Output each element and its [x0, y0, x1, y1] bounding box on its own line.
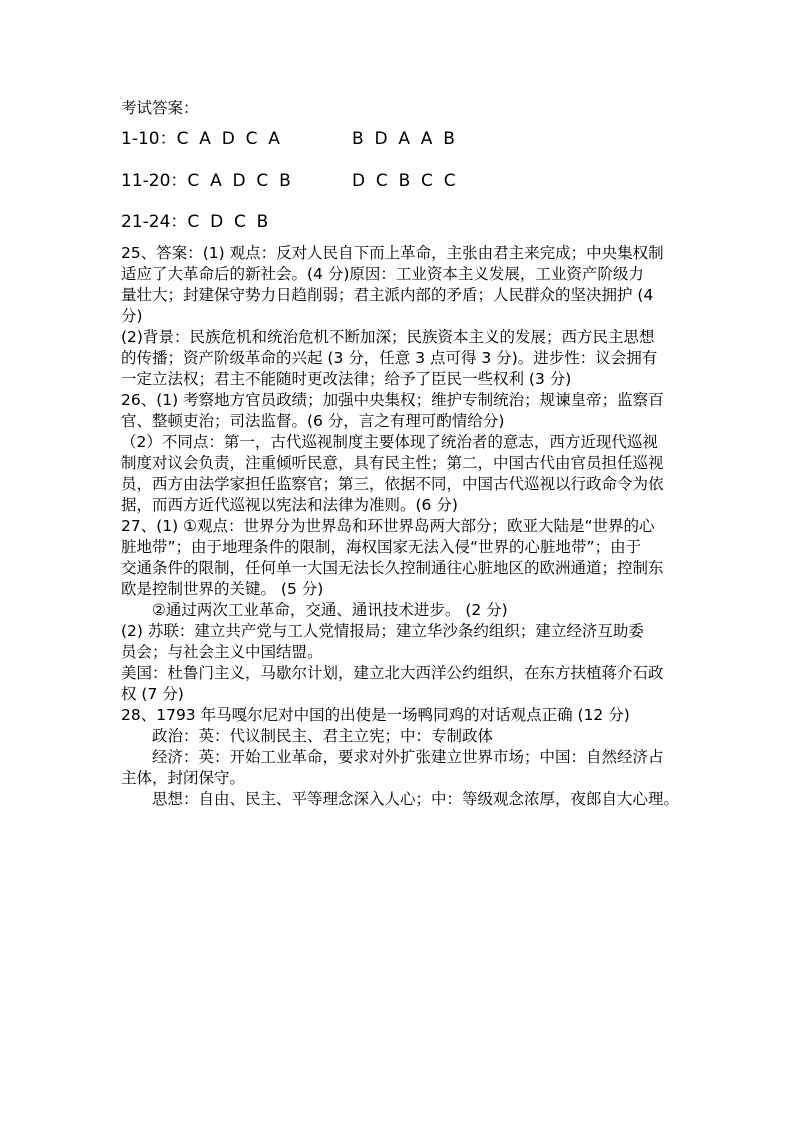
answer-line: 欧是控制世界的关键。 (5 分)	[121, 580, 324, 598]
answer-line: 27、(1) ①观点：世界分为世界岛和环世界岛两大部分；欧亚大陆是“世界的心	[121, 517, 655, 535]
answer-line: 分)	[121, 307, 143, 325]
mc-answers-a: C D C B	[187, 212, 269, 232]
answer-line: 主体，封闭保守。	[121, 769, 246, 787]
answer-line: 适应了大革命后的新社会。(4 分)原因：工业资本主义发展，工业资产阶级力	[121, 265, 644, 283]
answer-line: 经济：英：开始工业革命，要求对外扩张建立世界市场；中国：自然经济占	[152, 748, 664, 766]
mc-row-1	[121, 129, 455, 149]
answer-line: 美国：杜鲁门主义，马歇尔计划，建立北大西洋公约组织，在东方扶植蒋介石政	[121, 664, 664, 682]
answer-line: （2）不同点：第一，古代巡视制度主要体现了统治者的意志，西方近现代巡视	[121, 433, 658, 451]
answer-line: 思想：自由、民主、平等理念深入人心；中：等级观念浓厚，夜郎自大心理。	[152, 790, 680, 808]
mc-range: 1-10：	[121, 129, 177, 149]
answer-line: 员，西方由法学家担任监察官；第三，依据不同，中国古代巡视以行政命令为依	[121, 475, 664, 493]
mc-row-2	[121, 171, 456, 191]
answer-line: 的传播；资产阶级革命的兴起 (3 分，任意 3 点可得 3 分)。进步性：议会拥有	[121, 349, 658, 367]
answer-line: ②通过两次工业革命，交通、通讯技术进步。 (2 分)	[152, 601, 508, 619]
mc-range: 21-24：	[121, 212, 188, 232]
mc-range: 11-20：	[121, 171, 188, 191]
answer-line: 28、1793 年马嘎尔尼对中国的出使是一场鸭同鸡的对话观点正确 (12 分)	[121, 706, 630, 724]
answer-line: (2) 苏联：建立共产党与工人党情报局；建立华沙条约组织；建立经济互助委	[121, 622, 644, 640]
answer-line: 员会；与社会主义中国结盟。	[121, 643, 323, 661]
answer-line: 脏地带”；由于地理条件的限制，海权国家无法入侵“世界的心脏地带”；由于	[121, 538, 642, 556]
mc-row-3	[121, 212, 268, 232]
answer-line: 26、(1) 考察地方官员政绩；加强中央集权；维护专制统治；规谏皇帝；监察百	[121, 391, 664, 409]
mc-answers-a: C A D C A	[176, 129, 280, 149]
answer-line: 官、整顿吏治；司法监督。(6 分，言之有理可酌情给分)	[121, 412, 505, 430]
answer-line: 量壮大；封建保守势力日趋削弱；君主派内部的矛盾；人民群众的坚决拥护 (4	[121, 286, 654, 304]
mc-answers-b: B D A A B	[352, 129, 455, 149]
answer-line: 交通条件的限制，任何单一大国无法长久控制通往心脏地区的欧洲通道；控制东	[121, 559, 664, 577]
answer-line: 权 (7 分)	[121, 685, 184, 703]
mc-answers-b: D C B C C	[352, 171, 456, 191]
answer-line: 据，而西方近代巡视以宪法和法律为准则。(6 分)	[121, 496, 458, 514]
answer-line: 制度对议会负责，注重倾听民意，具有民主性；第二，中国古代由官员担任巡视	[121, 454, 664, 472]
answer-line: (2)背景：民族危机和统治危机不断加深；民族资本主义的发展；西方民主思想	[121, 328, 655, 346]
answer-line: 25、答案：(1) 观点：反对人民自下而上革命，主张由君主来完成；中央集权制	[121, 244, 664, 262]
mc-answers-a: C A D C B	[187, 171, 291, 191]
answer-line: 政治：英：代议制民主、君主立宪；中：专制政体	[152, 727, 494, 745]
page-title: 考试答案：	[121, 99, 199, 117]
answer-line: 一定立法权；君主不能随时更改法律；给予了臣民一些权利 (3 分)	[121, 370, 572, 388]
